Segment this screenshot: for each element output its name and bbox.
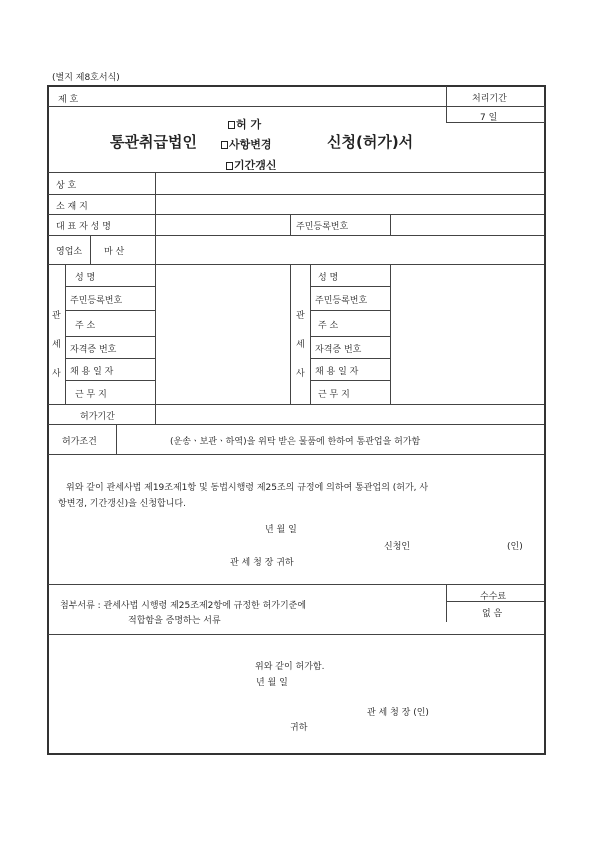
option-renewal[interactable]: 기간갱신	[226, 158, 277, 170]
broker-side-label-left: 관 세 사	[52, 311, 61, 379]
fee-value: 없 음	[482, 609, 503, 619]
broker2-address-label: 주 소	[318, 321, 339, 331]
fee-label: 수수료	[480, 592, 507, 602]
representative-name-label: 대 표 자 성 명	[56, 222, 111, 232]
permit-condition-text: (운송ㆍ보관ㆍ하역)을 위탁 받은 물품에 한하여 통관업을 허가함	[170, 437, 421, 447]
broker-license-label: 자격증 번호	[70, 345, 117, 355]
processing-period-label: 처리기간	[472, 94, 507, 104]
approval-date: 년 월 일	[256, 678, 288, 688]
approval-issuer: 관 세 청 장 (인)	[367, 708, 429, 718]
broker-rrn-label: 주민등록번호	[70, 296, 123, 306]
option-permit[interactable]: 허 가	[228, 116, 261, 132]
statement-line-1: 위와 같이 관세사법 제19조제1항 및 동법시행령 제25조의 규정에 의하여 통관업의 (허가, 사	[66, 483, 429, 493]
permit-condition-label: 허가조건	[62, 437, 97, 447]
approval-statement: 위와 같이 허가함.	[255, 662, 325, 672]
number-label: 제 호	[58, 95, 79, 105]
broker-hire-date-label: 채 용 일 자	[70, 367, 114, 377]
attachments-line-1: 첨부서류 : 관세사법 시행령 제25조제2항에 규정한 허가기준에	[60, 601, 307, 611]
form-number: (별지 제8호서식)	[52, 73, 120, 83]
statement-line-2: 항변경, 기간갱신)을 신청합니다.	[58, 499, 186, 509]
applicant-label: 신청인	[384, 542, 411, 552]
broker2-license-label: 자격증 번호	[315, 345, 362, 355]
approval-addressee: 귀하	[290, 723, 308, 733]
checkbox-icon	[228, 121, 235, 129]
checkbox-icon	[226, 162, 233, 170]
applicant-seal: (인)	[507, 542, 523, 552]
branch-name: 마 산	[104, 247, 125, 257]
branch-label: 영업소	[56, 247, 83, 257]
form-title-left: 통관취급법인	[110, 133, 197, 151]
location-label: 소 재 지	[56, 202, 88, 212]
broker2-hire-date-label: 채 용 일 자	[315, 367, 359, 377]
application-date: 년 월 일	[265, 525, 297, 535]
broker-address-label: 주 소	[75, 321, 96, 331]
broker2-name-label: 성 명	[318, 273, 339, 283]
broker-name-label: 성 명	[75, 273, 96, 283]
broker2-rrn-label: 주민등록번호	[315, 296, 368, 306]
application-form	[47, 85, 546, 755]
attachments-line-2: 적합함을 증명하는 서류	[128, 616, 221, 626]
form-title-right: 신청(허가)서	[327, 133, 414, 151]
broker2-workplace-label: 근 무 지	[318, 390, 350, 400]
company-name-label: 상 호	[56, 181, 77, 191]
permit-period-label: 허가기간	[80, 412, 115, 422]
broker-side-label-right: 관 세 사	[296, 311, 305, 379]
statement-addressee: 관 세 청 장 귀하	[230, 558, 294, 568]
rrn-label: 주민등록번호	[296, 222, 349, 232]
checkbox-icon	[221, 141, 228, 149]
broker-workplace-label: 근 무 지	[75, 390, 107, 400]
option-change[interactable]: 사항변경	[221, 136, 272, 152]
processing-period-value: 7 일	[480, 113, 498, 123]
